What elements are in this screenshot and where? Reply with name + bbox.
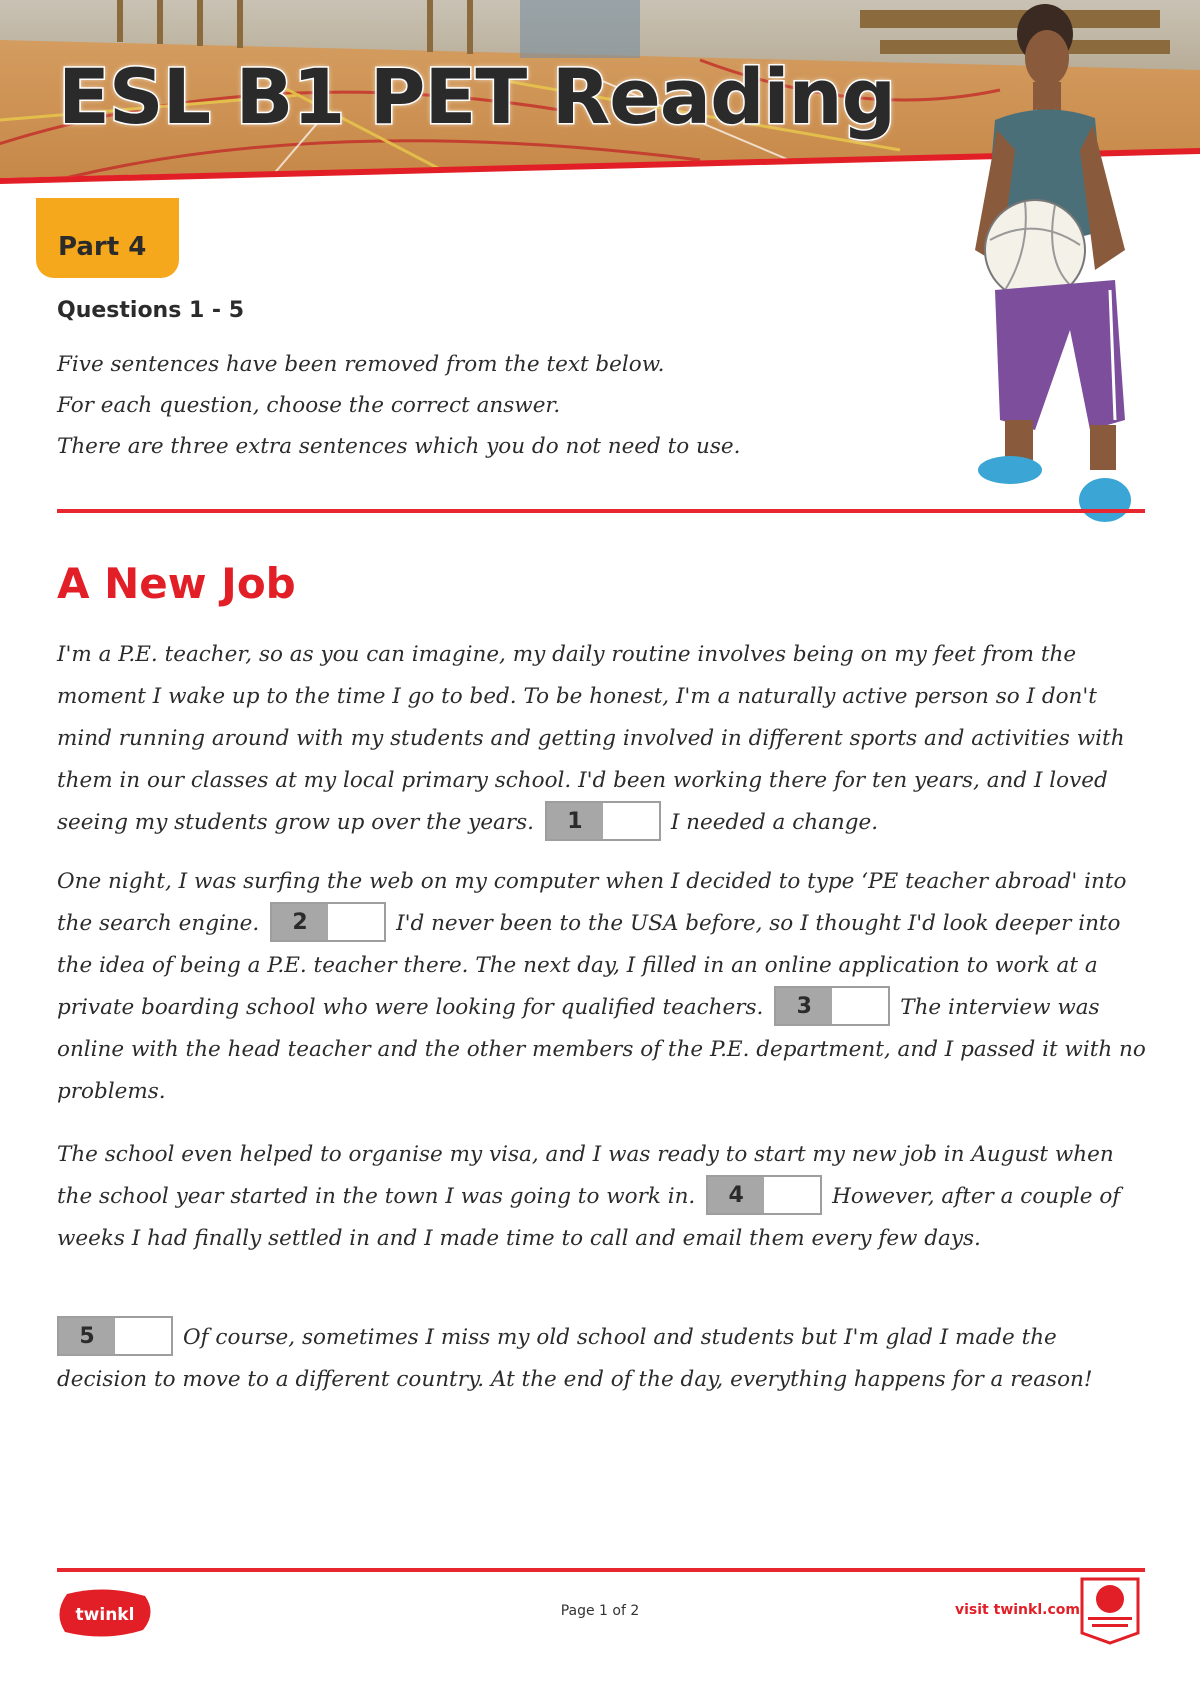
paragraph-1 [57, 634, 1147, 844]
paragraph-2 [57, 861, 1147, 1113]
gap-number-3: 3 [776, 988, 832, 1024]
paragraph-3 [57, 1134, 1147, 1260]
answer-gap-3[interactable] [774, 986, 890, 1026]
instruction-1: Five sentences have been removed from the text below. [57, 352, 665, 377]
paragraph-1-text-a: I'm a P.E. teacher, so as you can imagine, my daily routine involves being on my feet from the moment I wake up to the time I go to bed. To be honest, I'm a naturally active person so I don't mind running around with my students and getting involved in different sports and activities with them in our classes at my local primary school. I'd been working there for ten years, and I loved seeing my students grow up over the years. [57, 642, 1125, 835]
paragraph-2-text-a: One night, I was surfing the web on my computer when I decided to type ‘PE teacher abroad' into the search engine. [57, 869, 1127, 936]
answer-gap-2[interactable] [270, 902, 386, 942]
paragraph-2-text-b: I'd never been to the USA before, so I thought I'd look deeper into the idea of being a P.E. teacher there. The next day, I filled in an online application to work at a private boarding school who were looking for qualified teachers. [57, 911, 1121, 1020]
gap-number-1: 1 [547, 803, 603, 839]
instruction-2: For each question, choose the correct answer. [57, 393, 561, 418]
logo-text: twinkl [75, 1605, 135, 1625]
paragraph-4-text-a: Of course, sometimes I miss my old school and students but I'm glad I made the decision to move to a different country. At the end of the day, everything happens for a reason! [57, 1325, 1093, 1392]
gap-number-2: 2 [272, 904, 328, 940]
answer-gap-4[interactable] [706, 1175, 822, 1215]
page-title: ESL B1 PET Reading [58, 52, 896, 141]
paragraph-2-text-c: The interview was online with the head teacher and the other members of the P.E. department, and I passed it with no problems. [57, 995, 1146, 1104]
instruction-3: There are three extra sentences which you do not need to use. [57, 434, 741, 459]
questions-label: Questions 1 - 5 [57, 298, 245, 323]
gap-number-4: 4 [708, 1177, 764, 1213]
page-number: Page 1 of 2 [560, 1603, 640, 1619]
part-label: Part 4 [58, 232, 147, 262]
divider-top [57, 509, 1145, 513]
paragraph-3-text-a: The school even helped to organise my visa, and I was ready to start my new job in August when the school year started in the town I was going to work in. [57, 1142, 1114, 1209]
answer-gap-5[interactable] [57, 1316, 173, 1356]
coach-with-ball-illustration [975, 0, 1155, 560]
visit-link[interactable]: visit twinkl.com [955, 1602, 1080, 1618]
paragraph-3-text-b: However, after a couple of weeks I had finally settled in and I made time to call and email them every few days. [57, 1184, 1121, 1251]
article-title: A New Job [57, 559, 296, 608]
answer-gap-1[interactable] [545, 801, 661, 841]
divider-bottom [57, 1568, 1145, 1572]
quality-standard-badge-icon [1076, 1575, 1144, 1647]
part-tab [36, 198, 179, 278]
paragraph-1-text-b: I needed a change. [670, 810, 879, 835]
paragraph-4 [57, 1317, 1147, 1401]
gap-number-5: 5 [59, 1318, 115, 1354]
